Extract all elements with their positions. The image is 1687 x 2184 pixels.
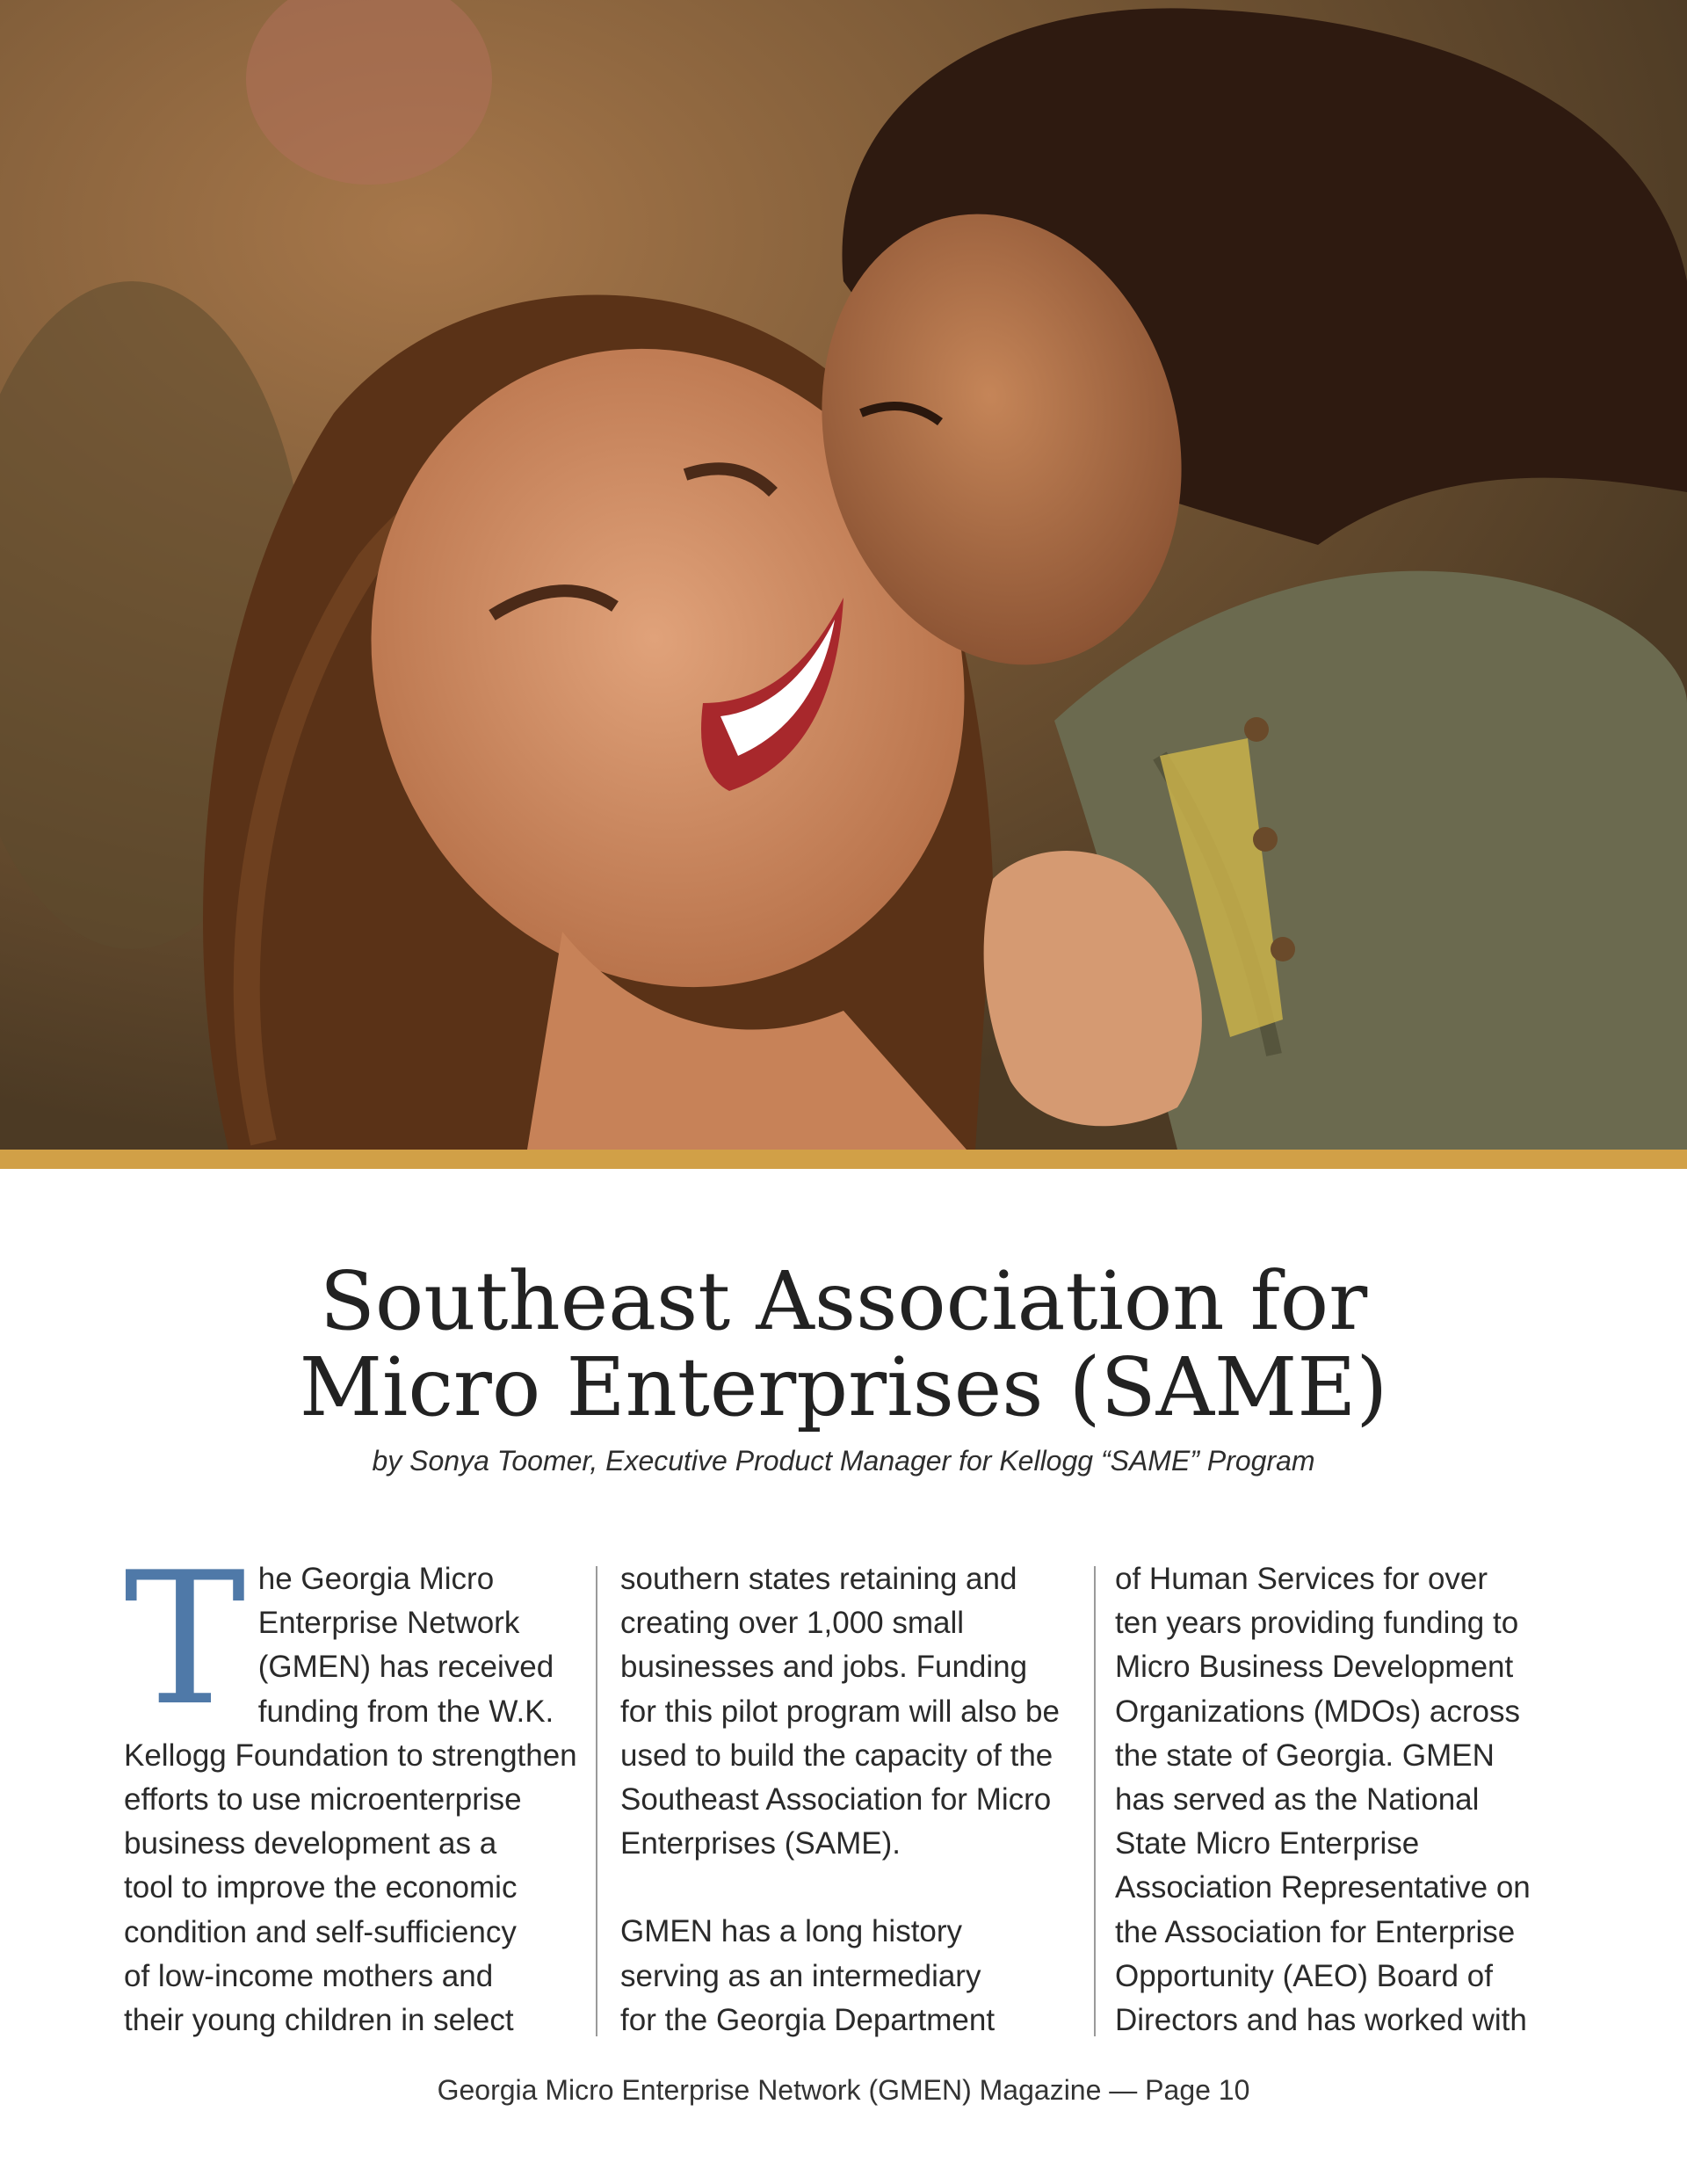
column-2-paragraph-2: GMEN has a long history serving as an intermediary for the Georgia Department — [620, 1914, 996, 2037]
column-1-text: he Georgia Micro Enterprise Network (GMEN) has received funding from the W.K. Kellogg Foundation to strengthen efforts to use microenterprise business development as a tool to improve the economic condition and self-sufficiency of low-income mothers and their young children in select — [124, 1562, 577, 2038]
drop-cap: T — [124, 1534, 246, 1746]
column-3-text: of Human Services for over ten years providing funding to Micro Business Development Organizations (MDOs) across the state of Georgia. GMEN has served as the National State Micro Enterprise Association Representative on the Association for Enterprise Opportunity (AEO) Board of Directors and has worked with — [1115, 1562, 1531, 2038]
column-divider-2 — [1094, 1566, 1096, 2036]
article-byline: by Sonya Toomer, Executive Product Manager for Kellogg “SAME” Program — [372, 1445, 1315, 1477]
column-divider-1 — [596, 1566, 597, 2036]
title-line-2: Micro Enterprises (SAME) — [299, 1340, 1388, 1434]
column-2-paragraph-1: southern states retaining and creating over 1,000 small businesses and jobs. Funding for this pilot program will also be used to build the capacity of the Southeast Association for Micro Enterprises (SAME). — [620, 1562, 1060, 1861]
article-column-3 — [1115, 1557, 1572, 2043]
title-line-1: Southeast Association for — [319, 1254, 1368, 1348]
article-column-1 — [124, 1534, 581, 2043]
page-footer: Georgia Micro Enterprise Network (GMEN) Magazine — Page 10 — [437, 2074, 1250, 2106]
article-title — [0, 1254, 1687, 1434]
gold-divider-bar — [0, 1150, 1687, 1169]
article-column-2 — [620, 1557, 1077, 2043]
paragraph-gap — [620, 1866, 1077, 1910]
